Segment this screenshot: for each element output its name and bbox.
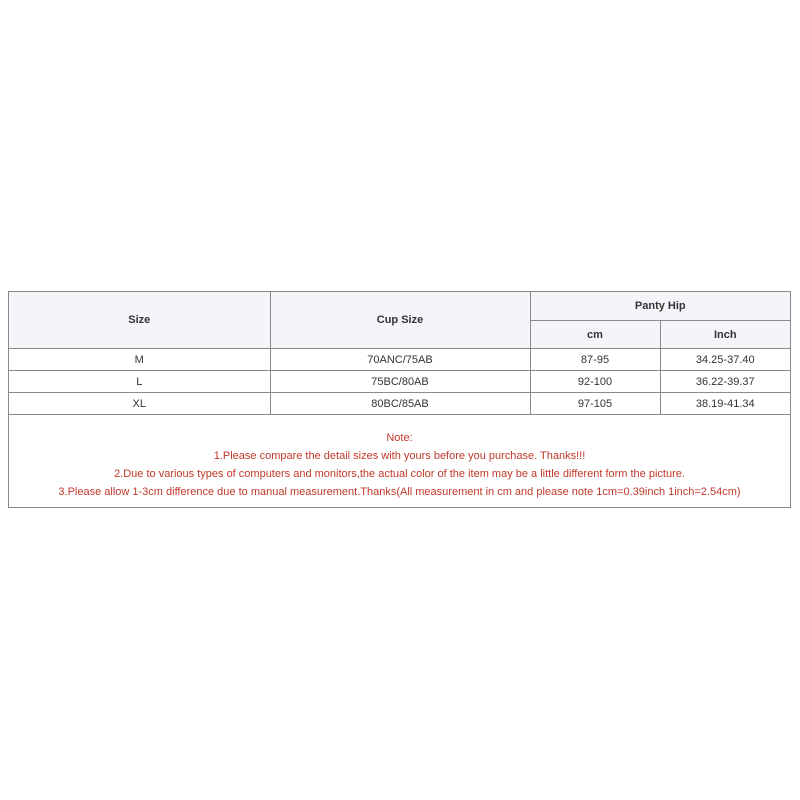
cell-inch: 36.22-39.37 <box>660 371 790 393</box>
cell-size: L <box>9 371 270 393</box>
note-line: 2.Due to various types of computers and monitors,the actual color of the item may be a little different form the picture. <box>114 468 685 480</box>
header-size: Size <box>9 292 270 349</box>
note-line: 3.Please allow 1-3cm difference due to manual measurement.Thanks(All measurement in cm and please note 1cm=0.39inch 1inch=2.54cm) <box>58 486 741 498</box>
note-line: 1.Please compare the detail sizes with yours before you purchase. Thanks!!! <box>213 450 586 462</box>
note-title: Note: <box>386 432 413 444</box>
cell-size: XL <box>9 393 270 415</box>
cell-inch: 38.19-41.34 <box>660 393 790 415</box>
header-cup-size: Cup Size <box>270 292 530 349</box>
cell-cup-size: 80BC/85AB <box>270 393 530 415</box>
header-cm: cm <box>530 321 660 349</box>
table-row <box>9 349 790 371</box>
header-inch: Inch <box>660 321 790 349</box>
cell-size: M <box>9 349 270 371</box>
size-chart <box>8 291 791 508</box>
size-table <box>9 292 790 415</box>
table-row <box>9 393 790 415</box>
cell-cm: 97-105 <box>530 393 660 415</box>
cell-cm: 92-100 <box>530 371 660 393</box>
note-section <box>9 429 790 501</box>
cell-cup-size: 75BC/80AB <box>270 371 530 393</box>
cell-inch: 34.25-37.40 <box>660 349 790 371</box>
table-row <box>9 371 790 393</box>
header-panty-hip: Panty Hip <box>530 292 790 321</box>
header-row <box>9 292 790 321</box>
cell-cm: 87-95 <box>530 349 660 371</box>
cell-cup-size: 70ANC/75AB <box>270 349 530 371</box>
